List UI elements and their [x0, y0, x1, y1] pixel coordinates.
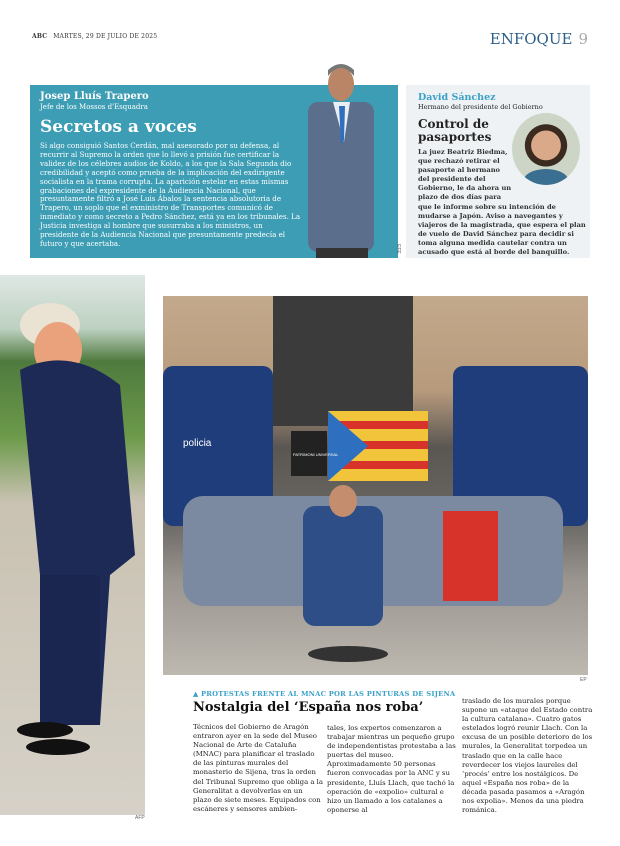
- protest-sign: PATRIMONI UNIVERSAL: [293, 452, 339, 457]
- article-headline: Nostalgia del ‘España nos roba’: [193, 700, 424, 715]
- paper-name: ABC: [32, 33, 48, 40]
- article-kicker: ▲ PROTESTAS FRENTE AL MNAC POR LAS PINTURAS DE SIJENA: [193, 690, 456, 698]
- main-photo-protest: [163, 296, 588, 675]
- photo-credit: EP: [580, 677, 587, 683]
- photo-credit: EFE: [394, 244, 401, 254]
- box-title: Secretos a voces: [40, 117, 197, 137]
- page-header-left: [32, 33, 157, 40]
- person-name: David Sánchez: [418, 92, 496, 103]
- person-role: Hermano del presidente del Gobierno: [418, 103, 543, 111]
- article-column-3: traslado de los murales porque supone un «ataque del Estado contra la cultura catalana». Cuatro gatos estelados logró reunir Llach. Con la excusa de un posible deterioro de los murales, la Generalitat torpedea un traslado que en la calle hace reverdecer los viejos laureles del ‘procés’ entre los nostálgicos. De aquel «España nos roba» de la década pasada pasamos a «Aragón nos expolia». Menos da una piedra románica.: [462, 697, 593, 815]
- left-photo: [0, 275, 145, 815]
- box-title: Control de pasaportes: [418, 117, 492, 144]
- box-body-text: La juez Beatriz Biedma, que rechazó retirar el pasaporte al hermano del presidente del Gobierno, le da ahora un plazo de dos días para que le informe sobre su intención de mudarse a Japón. Aviso a navegantes y viajeros de la magistrada, que espera el plan de vuelo de David Sánchez para decidir si toma alguna medida cautelar contra un acusado que está al borde del banquillo.: [418, 148, 586, 257]
- date: MARTES, 29 DE JULIO DE 2025: [53, 33, 158, 40]
- section-name: ENFOQUE: [489, 30, 573, 48]
- article-column-2: tales, los expertos comenzaron a trabajar mientras un pequeño grupo de independentistas protestaba a las puertas del museo. Aproximadamente 50 personas fueron convocadas por la ANC y su presidente, Lluís Llach, que tachó la operación de «expolio» cultural e hizo un llamado a los catalanes a oponerse al: [327, 724, 456, 814]
- van-label: policia: [183, 438, 212, 449]
- box-body: Si algo consiguió Santos Cerdán, mal asesorado por su defensa, al recurrir al Supremo la orden que lo llevó a prisión fue certificar la validez de los célebres audios de Koldo, a los que la Sala Segunda dio credibilidad y aceptó como prueba de la implicación del exdirigente socialista en la trama corrupta. La aparición estelar en estas mismas grabaciones del expresidente de la Audiencia Nacional, que presuntamente filtró a José Luis Ábalos la sentencia absolutoria de Trapero, un soplo que el exministro de Transportes comunicó de inmediato y como secreto a Pedro Sánchez, está ya en los tribunales. La Justicia investiga al hombre que susurraba a los ministros, un presidente de la Audiencia Nacional que presuntamente predecía el futuro y que acertaba.: [40, 141, 301, 248]
- photo-credit: AFP: [135, 815, 145, 821]
- page-number: 9: [578, 30, 588, 48]
- article-column-1: Técnicos del Gobierno de Aragón entraron ayer en la sede del Museo Nacional de Arte de Cataluña (MNAC) para planificar el traslado de las pinturas murales del monasterio de Sijena, tras la orden del Tribunal Supremo que obliga a la Generalitat a devolverlas en un plazo de siete meses. Equipados con escáneres y sensores ambien-: [193, 723, 323, 813]
- david-sanchez-photo: [512, 113, 580, 185]
- trapero-photo: [298, 62, 390, 258]
- person-role: Jefe de los Mossos d'Esquadra: [40, 103, 148, 111]
- kicker-text: PROTESTAS FRENTE AL MNAC POR LAS PINTURAS DE SIJENA: [201, 690, 456, 698]
- person-name: Josep Lluís Trapero: [40, 91, 149, 102]
- section-header: [490, 30, 588, 48]
